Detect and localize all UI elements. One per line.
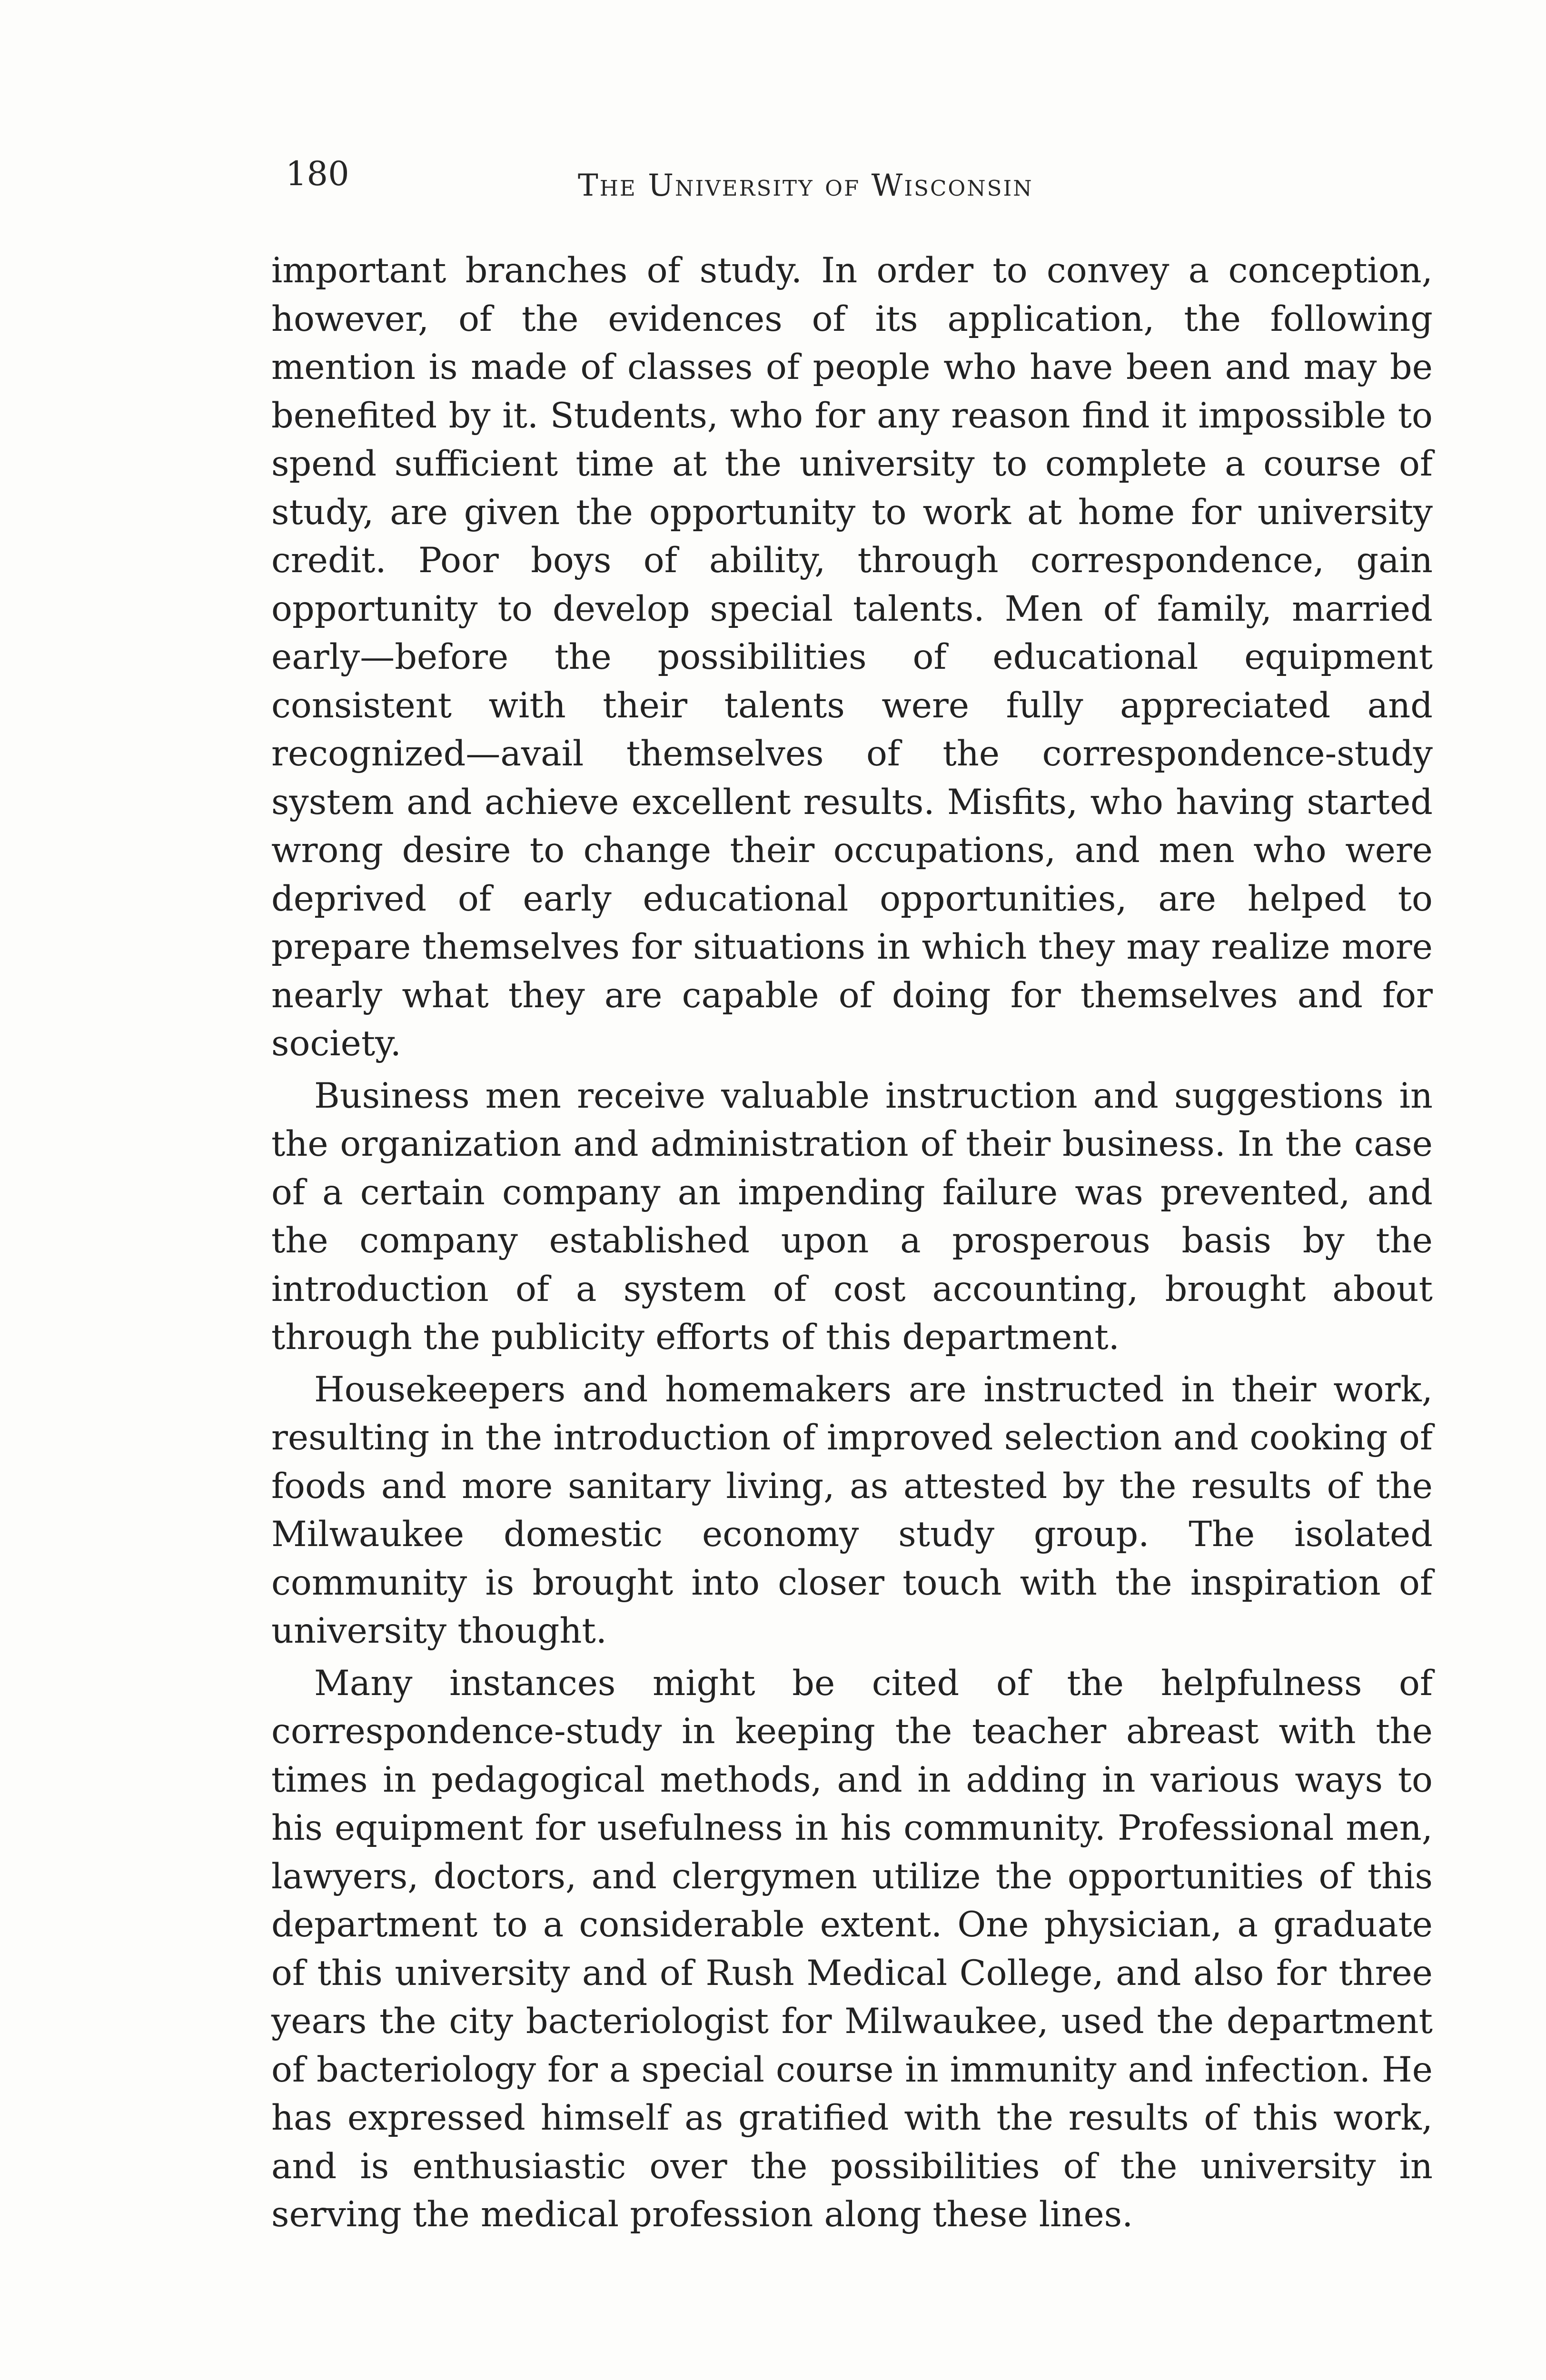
paragraph-many-instances: Many instances might be cited of the helpfulness of correspondence-study in keeping the teacher abreast with the times in pedagogical methods, and in adding in various ways to his equipment for usefulness in his community. Professional men, lawyers, doctors, and clergymen utilize the opportunities of this department to a considerable extent. One physician, a graduate of this university and of Rush Medical College, and also for three years the city bacteriologist for Milwaukee, used the department of bacteriology for a special course in immunity and infection. He has expressed himself as gratified with the results of this work, and is enthusiastic over the possibilities of the university in serving the medical profession along these lines. xyxy=(271,1663,1433,2235)
paragraph-housekeepers: Housekeepers and homemakers are instructed in their work, resulting in the introduction of improved selection and cooking of foods and more sanitary living, as attested by the results of the Milwaukee domestic economy study group. The isolated community is brought into closer touch with the inspiration of university thought. xyxy=(271,1369,1433,1651)
page-number: 180 xyxy=(286,154,349,193)
page-header xyxy=(286,152,1428,214)
paragraph-continued: important branches of study. In order to convey a conception, however, of the evidences of its application, the following mention is made of classes of people who have been and may be benefited by it. Students, who for any reason find it impossible to spend sufficient time at the university to complete a course of study, are given the opportunity to work at home for university credit. Poor boys of ability, through correspondence, gain opportunity to develop special talents. Men of family, married early—before the possibilities of educational equipment consistent with their talents were fully appreciated and recognized—avail themselves of the correspondence-study system and achieve excellent results. Misfits, who having started wrong desire to change their occupations, and men who were deprived of early educational opportunities, are helped to prepare themselves for situations in which they may realize more nearly what they are capable of doing for themselves and for society. xyxy=(271,250,1433,1064)
running-title: The University of Wisconsin xyxy=(578,168,1033,203)
paragraph-business-men: Business men receive valuable instruction and suggestions in the organization and administration of their business. In the case of a certain company an impending failure was prevented, and the company established upon a prosperous basis by the introduction of a system of cost accounting, brought about through the publicity efforts of this department. xyxy=(271,1075,1433,1358)
body-text xyxy=(271,247,1433,2239)
